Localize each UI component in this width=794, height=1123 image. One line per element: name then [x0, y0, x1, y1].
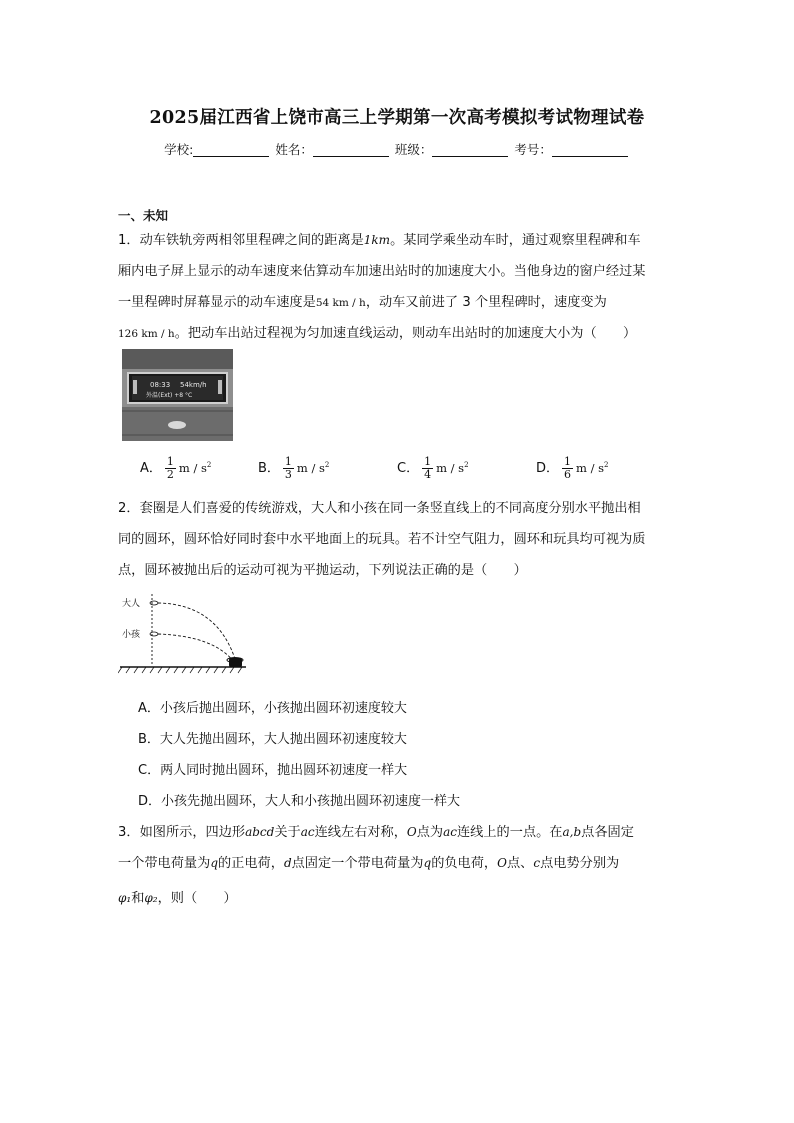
q1-speed-start: 54 km / h — [315, 297, 366, 309]
fraction-denominator: 4 — [424, 468, 432, 481]
unit-text: m / s — [436, 461, 465, 475]
exam-number-blank[interactable] — [552, 142, 628, 157]
q3-math: O — [406, 825, 417, 839]
q2-choice-b[interactable]: B．大人先抛出圆环，大人抛出圆环初速度较大 — [138, 732, 407, 747]
q3-text: 和 — [131, 891, 145, 906]
class-blank[interactable] — [432, 142, 508, 157]
q2-line-2: 同的圆环，圆环恰好同时套中水平地面上的玩具。若不计空气阻力，圆环和玩具均可视为质 — [118, 532, 646, 547]
adult-label: 大人 — [122, 599, 141, 609]
q1-text: 1．动车铁轨旁两相邻里程碑之间的距离是 — [118, 233, 364, 248]
q3-text: 连线左右对称， — [314, 825, 407, 840]
q3-math: d — [283, 856, 292, 870]
option-fraction — [165, 456, 176, 481]
unit-exponent: 2 — [604, 461, 609, 470]
q3-math: φ₁ — [118, 891, 132, 905]
q1-option-c[interactable] — [397, 456, 469, 481]
q3-text: 点为 — [416, 825, 444, 840]
q3-math: O — [497, 856, 507, 870]
q3-text: 的负电荷， — [431, 856, 498, 871]
fraction-denominator: 3 — [284, 468, 292, 481]
option-fraction — [562, 456, 573, 481]
q3-text: 的正电荷， — [218, 856, 284, 871]
q3-text: 一个带电荷量为 — [118, 856, 211, 871]
q1-option-d[interactable] — [536, 456, 608, 481]
q3-text: 点各固定 — [581, 825, 634, 840]
unit-exponent: 2 — [206, 461, 212, 470]
q3-math: a,b — [562, 825, 582, 839]
train-display-photo — [122, 349, 233, 441]
q3-math: q — [210, 856, 218, 870]
q1-option-b[interactable] — [258, 456, 329, 481]
class-label: 班级： — [394, 142, 433, 157]
q1-text: 一里程碑时屏幕显示的动车速度是 — [118, 295, 316, 310]
fraction-numerator: 1 — [564, 455, 572, 468]
option-fraction — [283, 456, 294, 481]
q3-text: 点固定一个带电荷量为 — [291, 856, 424, 871]
q2-choice-a[interactable]: A．小孩后抛出圆环，小孩抛出圆环初速度较大 — [138, 701, 407, 716]
q1-speed-end: 126 km / h — [118, 328, 175, 340]
name-blank[interactable] — [313, 142, 389, 157]
q3-math: φ₂ — [144, 891, 158, 905]
q3-math: q — [423, 856, 432, 870]
option-letter: C． — [397, 461, 420, 476]
name-label: 姓名： — [275, 142, 313, 157]
q3-text: 关于 — [274, 825, 301, 840]
unit-text: m / s — [178, 461, 207, 475]
q2-choice-c[interactable]: C．两人同时抛出圆环，抛出圆环初速度一样大 — [138, 763, 408, 778]
q1-line-2: 厢内电子屏上显示的动车速度来估算动车加速出站时的加速度大小。当他身边的窗户经过某 — [118, 264, 646, 279]
q1-text: 。把动车出站过程视为匀加速直线运动，则动车出站时的加速度大小为（ ） — [174, 326, 637, 341]
q3-math: ac — [300, 825, 315, 839]
q3-text: 点、 — [506, 856, 534, 871]
screen-temperature: 外温(Ext) +8 °C — [146, 392, 193, 399]
unit-text: m / s — [296, 461, 325, 475]
q1-option-a[interactable] — [140, 456, 211, 481]
child-label: 小孩 — [122, 630, 141, 640]
q1-text: ，动车又前进了 3 个里程碑时，速度变为 — [365, 295, 607, 310]
option-unit — [436, 461, 468, 475]
option-unit — [576, 461, 608, 475]
unit-exponent: 2 — [324, 461, 330, 470]
q3-line-2 — [118, 852, 619, 871]
q3-math: abcd — [245, 825, 275, 839]
section-heading: 一、未知 — [118, 208, 169, 223]
screen-time: 08:33 — [150, 381, 171, 389]
screen-speed: 54km/h — [180, 381, 207, 389]
q1-math: 1km — [363, 233, 391, 247]
q2-line-1: 2．套圈是人们喜爱的传统游戏，大人和小孩在同一条竖直线上的不同高度分别水平抛出相 — [118, 501, 641, 516]
q1-line-1 — [118, 229, 641, 248]
unit-exponent: 2 — [464, 461, 469, 470]
option-fraction — [422, 456, 433, 481]
option-letter: A． — [140, 461, 162, 476]
school-blank[interactable] — [193, 142, 269, 157]
q3-text: ，则（ ） — [157, 891, 237, 906]
student-info-row — [0, 140, 794, 158]
q3-text: 点电势分别为 — [540, 856, 620, 871]
school-label: 学校: — [164, 142, 194, 157]
fraction-numerator: 1 — [284, 455, 292, 468]
q1-line-3 — [118, 291, 607, 310]
ring-toss-diagram — [118, 590, 250, 680]
q2-line-3: 点，圆环被抛出后的运动可视为平抛运动，下列说法正确的是（ ） — [118, 563, 527, 578]
unit-text: m / s — [576, 461, 605, 475]
q1-line-4 — [118, 322, 636, 341]
fraction-numerator: 1 — [424, 455, 432, 468]
option-letter: B． — [258, 461, 280, 476]
q3-text: 3．如图所示，四边形 — [118, 825, 246, 840]
q3-math: c — [533, 856, 541, 870]
q2-choice-d[interactable]: D．小孩先抛出圆环，大人和小孩抛出圆环初速度一样大 — [138, 794, 461, 809]
q3-line-1 — [118, 821, 634, 840]
q3-line-3 — [118, 887, 237, 906]
option-letter: D． — [536, 461, 560, 476]
q3-text: 连线上的一点。在 — [456, 825, 563, 840]
exam-number-label: 考号： — [514, 142, 552, 157]
fraction-denominator: 2 — [166, 468, 174, 481]
q3-math: ac — [443, 825, 457, 839]
exam-title: 2025届江西省上饶市高三上学期第一次高考模拟考试物理试卷 — [149, 108, 645, 128]
fraction-denominator: 6 — [564, 468, 572, 481]
q1-text: 。某同学乘坐动车时，通过观察里程碑和车 — [390, 233, 641, 248]
fraction-numerator: 1 — [166, 455, 174, 468]
option-unit — [179, 461, 211, 475]
option-unit — [297, 461, 329, 475]
